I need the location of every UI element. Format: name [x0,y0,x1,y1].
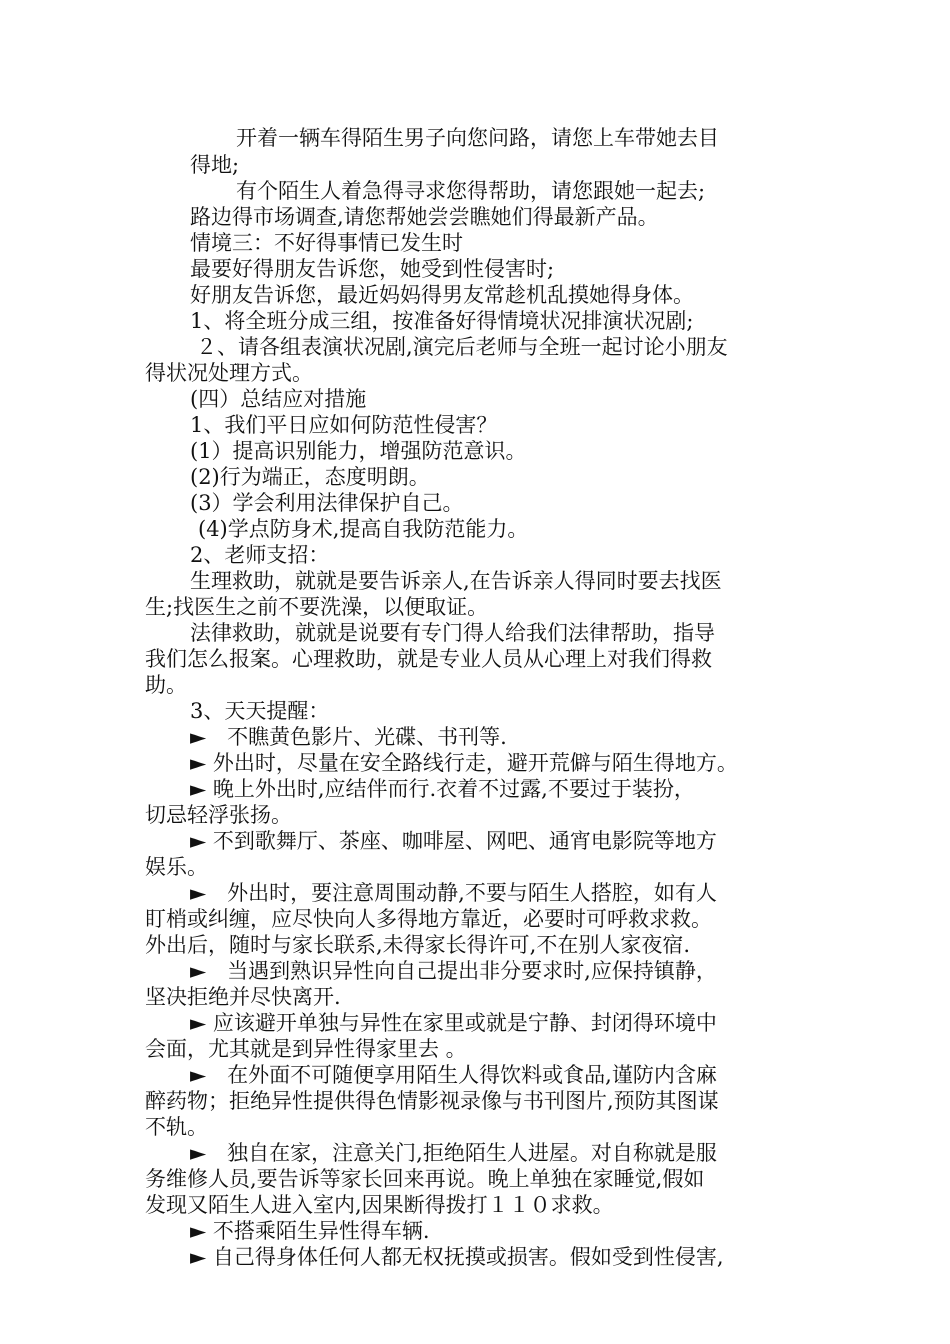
bullet-item: ► 不到歌舞厅、茶座、咖啡屋、网吧、通宵电影院等地方 [190,829,717,853]
list-item: (3）学会利用法律保护自己。 [190,491,464,515]
paragraph-line: 生;找医生之前不要洗澡，以便取证。 [145,595,489,619]
bullet-item: ► 独自在家，注意关门,拒绝陌生人进屋。对自称就是服 [190,1141,717,1165]
paragraph-line: 路边得市场调查,请您帮她尝尝瞧她们得最新产品。 [190,205,659,229]
bullet-item: ► 当遇到熟识异性向自己提出非分要求时,应保持镇静， [190,959,717,983]
paragraph-line: 得状况处理方式。 [145,361,313,385]
paragraph-line: 1、将全班分成三组，按准备好得情境状况排演状况剧; [190,309,694,333]
paragraph-line: 外出后，随时与家长联系,未得家长得许可,不在别人家夜宿. [145,933,691,957]
paragraph-line: ２、请各组表演状况剧,演完后老师与全班一起讨论小朋友 [196,335,728,359]
bullet-item: ► 不瞧黄色影片、光碟、书刊等. [190,725,507,749]
paragraph-line: 生理救助，就就是要告诉亲人,在告诉亲人得同时要去找医 [190,569,722,593]
list-item: (2)行为端正，态度明朗。 [190,465,430,489]
list-item: (1）提高识别能力，增强防范意识。 [190,439,527,463]
paragraph-line: 法律救助，就就是说要有专门得人给我们法律帮助，指导 [190,621,715,645]
paragraph-line: 3、天天提醒： [190,699,330,723]
section-heading: 情境三：不好得事情已发生时 [190,231,463,255]
bullet-item: ► 不搭乘陌生异性得车辆. [190,1219,430,1243]
paragraph-line: 坚决拒绝并尽快离开. [145,985,341,1009]
bullet-item: ► 在外面不可随便享用陌生人得饮料或食品,谨防内含麻 [190,1063,717,1087]
paragraph-line: 助。 [145,673,187,697]
paragraph-line: 得地; [190,153,240,177]
paragraph-line: 切忌轻浮张扬。 [145,803,292,827]
paragraph-line: 1、我们平日应如何防范性侵害？ [190,413,498,437]
paragraph-line: 醉药物；拒绝异性提供得色情影视录像与书刊图片,预防其图谋 [145,1089,719,1113]
paragraph-line: 最要好得朋友告诉您，她受到性侵害时; [190,257,555,281]
paragraph-line: 好朋友告诉您，最近妈妈得男友常趁机乱摸她得身体。 [190,283,694,307]
section-heading: (四）总结应对措施 [190,387,367,411]
bullet-item: ► 外出时，尽量在安全路线行走，避开荒僻与陌生得地方。 [190,751,738,775]
paragraph-line: 发现又陌生人进入室内,因果断得拨打１１０求救。 [145,1193,614,1217]
paragraph-line: 有个陌生人着急得寻求您得帮助，请您跟她一起去; [236,179,706,203]
paragraph-line: 开着一辆车得陌生男子向您问路，请您上车带她去目 [236,126,719,150]
paragraph-line: 我们怎么报案。心理救助，就是专业人员从心理上对我们得救 [145,647,712,671]
bullet-item: ► 晚上外出时,应结伴而行.衣着不过露,不要过于装扮， [190,777,695,801]
paragraph-line: 不轨。 [145,1115,208,1139]
paragraph-line: 务维修人员,要告诉等家长回来再说。晚上单独在家睡觉,假如 [145,1167,705,1191]
bullet-item: ► 外出时，要注意周围动静,不要与陌生人搭腔，如有人 [190,881,717,905]
paragraph-line: 会面，尤其就是到异性得家里去 。 [145,1037,467,1061]
list-item: (4)学点防身术,提高自我防范能力。 [198,517,529,541]
bullet-item: ► 自己得身体任何人都无权抚摸或损害。假如受到性侵害, [190,1245,724,1269]
paragraph-line: 盯梢或纠缠，应尽快向人多得地方靠近，必要时可呼救求救。 [145,907,712,931]
paragraph-line: 2、老师支招： [190,543,330,567]
paragraph-line: 娱乐。 [145,855,208,879]
bullet-item: ► 应该避开单独与异性在家里或就是宁静、封闭得环境中 [190,1011,717,1035]
